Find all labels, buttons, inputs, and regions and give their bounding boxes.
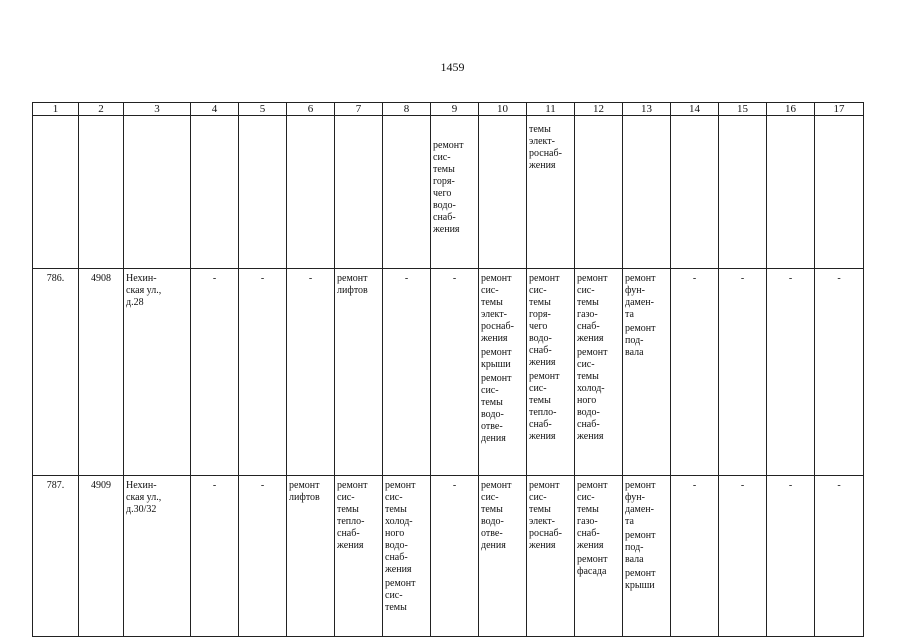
cell-value: 4909 [91, 480, 111, 491]
cont-col-7 [335, 116, 383, 269]
work-cell-col-17 [815, 269, 864, 476]
work-item: ремонт лифтов [337, 273, 368, 296]
work-cell-col-7 [335, 476, 383, 637]
work-cell-col-10 [479, 269, 527, 476]
cell-value: 786. [46, 273, 65, 284]
table-row [33, 269, 864, 476]
work-item: ремонт сис- темы водо- отве- дения [481, 480, 512, 551]
dash-value: - [740, 273, 745, 284]
work-item: ремонт сис- темы [385, 578, 416, 613]
cont-col-2 [79, 116, 124, 269]
work-cell-col-6 [287, 476, 335, 637]
page-number: 1459 [440, 60, 465, 74]
column-header: 4 [191, 103, 239, 116]
work-item: темы элект- роснаб- жения [529, 124, 562, 171]
address-cell [124, 269, 191, 476]
work-item: ремонт сис- темы элект- роснаб- жения [529, 480, 562, 551]
work-cell-col-5 [239, 269, 287, 476]
work-item: ремонт лифтов [289, 480, 320, 503]
work-item: ремонт фасада [577, 554, 608, 577]
column-header: 11 [527, 103, 575, 116]
column-header: 8 [383, 103, 431, 116]
work-cell-col-7 [335, 269, 383, 476]
dash-value: - [837, 273, 841, 284]
work-cell-col-13 [623, 269, 671, 476]
work-cell-col-16 [767, 269, 815, 476]
header-row [33, 103, 864, 116]
column-header: 5 [239, 103, 287, 116]
cont-col-8 [383, 116, 431, 269]
work-item: ремонт фун- дамен- та [625, 480, 656, 527]
dash-value: - [740, 480, 745, 491]
dash-value: - [212, 273, 217, 284]
column-header: 7 [335, 103, 383, 116]
work-item: ремонт сис- темы газо- снаб- жения [577, 480, 608, 551]
column-header: 6 [287, 103, 335, 116]
work-item: ремонт крыши [481, 347, 512, 370]
work-cell-col-14 [671, 476, 719, 637]
dash-value: - [308, 273, 313, 284]
work-item: ремонт сис- темы тепло- снаб- жения [529, 371, 560, 442]
work-item: ремонт сис- темы элект- роснаб- жения [481, 273, 514, 344]
work-cell-col-12 [575, 269, 623, 476]
cont-col-6 [287, 116, 335, 269]
work-cell-col-9 [431, 476, 479, 637]
work-cell-col-11 [527, 269, 575, 476]
work-cell-col-8 [383, 476, 431, 637]
work-cell-col-6 [287, 269, 335, 476]
column-header: 3 [124, 103, 191, 116]
work-cell-col-17 [815, 476, 864, 637]
cont-col-9 [431, 116, 479, 269]
work-cell-col-13 [623, 476, 671, 637]
column-header: 15 [719, 103, 767, 116]
work-item: ремонт сис- темы горя- чего водо- снаб- жения [433, 140, 464, 235]
dash-value: - [837, 480, 841, 491]
work-item: ремонт крыши [625, 568, 656, 591]
dash-value: - [404, 273, 409, 284]
work-cell-col-5 [239, 476, 287, 637]
work-cell-col-14 [671, 269, 719, 476]
work-item: ремонт сис- темы холод- ного водо- снаб- жения [385, 480, 416, 575]
work-item: ремонт фун- дамен- та [625, 273, 656, 320]
work-item: ремонт сис- темы тепло- снаб- жения [337, 480, 368, 551]
dash-value: - [260, 480, 265, 491]
work-cell-col-10 [479, 476, 527, 637]
dash-value: - [452, 273, 457, 284]
cont-col-13 [623, 116, 671, 269]
object-code [79, 269, 124, 476]
cont-col-10 [479, 116, 527, 269]
cont-col-14 [671, 116, 719, 269]
work-cell-col-8 [383, 269, 431, 476]
dash-value: - [788, 480, 793, 491]
object-code [79, 476, 124, 637]
dash-value: - [260, 273, 265, 284]
column-header: 12 [575, 103, 623, 116]
work-item: ремонт сис- темы холод- ного водо- снаб- жения [577, 347, 608, 442]
cont-col-15 [719, 116, 767, 269]
work-cell-col-4 [191, 476, 239, 637]
work-cell-col-11 [527, 476, 575, 637]
row-number [33, 269, 79, 476]
work-item: ремонт сис- темы газо- снаб- жения [577, 273, 608, 344]
table-row [33, 476, 864, 637]
column-header: 9 [431, 103, 479, 116]
cell-value: 4908 [91, 273, 111, 284]
dash-value: - [788, 273, 793, 284]
dash-value: - [452, 480, 457, 491]
cont-col-1 [33, 116, 79, 269]
column-header: 1 [33, 103, 79, 116]
work-cell-col-12 [575, 476, 623, 637]
column-header: 16 [767, 103, 815, 116]
dash-value: - [212, 480, 217, 491]
cell-value: 787. [46, 480, 65, 491]
work-item: ремонт сис- темы водо- отве- дения [481, 373, 512, 444]
dash-value: - [692, 480, 697, 491]
column-header: 17 [815, 103, 864, 116]
work-cell-col-9 [431, 269, 479, 476]
work-cell-col-4 [191, 269, 239, 476]
column-header: 2 [79, 103, 124, 116]
cont-col-11 [527, 116, 575, 269]
cont-col-3 [124, 116, 191, 269]
work-item: ремонт под- вала [625, 323, 656, 358]
cont-col-4 [191, 116, 239, 269]
row-number [33, 476, 79, 637]
work-cell-col-15 [719, 476, 767, 637]
cont-col-16 [767, 116, 815, 269]
cont-col-17 [815, 116, 864, 269]
address-cell [124, 476, 191, 637]
column-header: 10 [479, 103, 527, 116]
work-item: ремонт сис- темы горя- чего водо- снаб- жения [529, 273, 560, 368]
work-item: ремонт под- вала [625, 530, 656, 565]
cont-col-12 [575, 116, 623, 269]
repair-schedule-table [32, 102, 864, 637]
cell-value: Нехин- ская ул., д.28 [126, 273, 162, 308]
cont-col-5 [239, 116, 287, 269]
cell-value: Нехин- ская ул., д.30/32 [126, 480, 162, 515]
work-cell-col-15 [719, 269, 767, 476]
column-header: 14 [671, 103, 719, 116]
continuation-row [33, 116, 864, 269]
work-cell-col-16 [767, 476, 815, 637]
column-header: 13 [623, 103, 671, 116]
dash-value: - [692, 273, 697, 284]
